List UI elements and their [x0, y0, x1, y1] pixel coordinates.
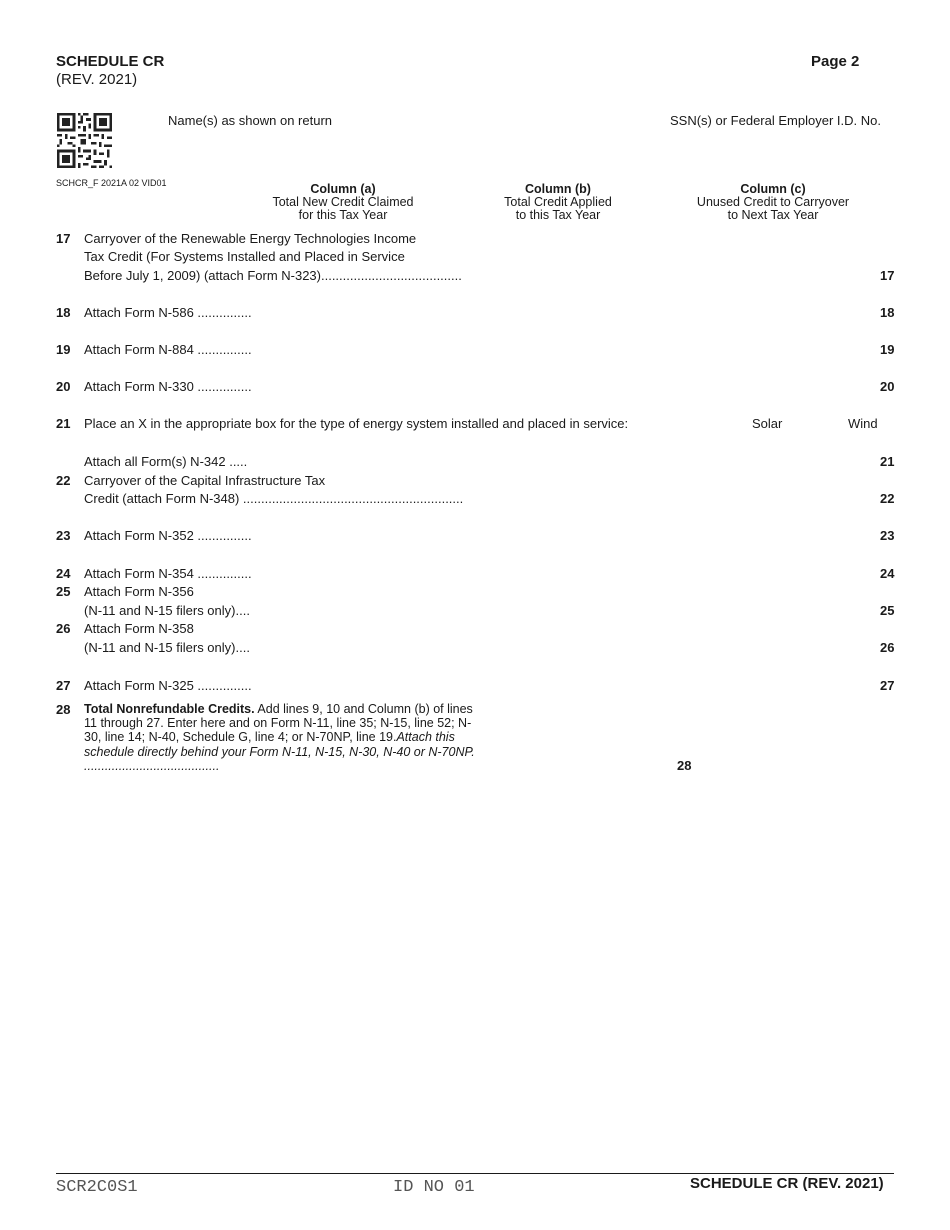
- column-a-title: Column (a): [310, 182, 376, 196]
- line-17-text-2: Tax Credit (For Systems Installed and Placed in Service: [84, 249, 405, 264]
- column-c-header: [688, 183, 858, 222]
- line-28-bold: Total Nonrefundable Credits.: [84, 702, 255, 716]
- footer-schedule-title: SCHEDULE CR (REV. 2021): [690, 1175, 884, 1192]
- line-24-right-number: 24: [880, 566, 895, 581]
- line-17-number: 17: [56, 231, 71, 246]
- line-23-text: Attach Form N-352 ...............: [84, 528, 252, 543]
- line-22-right-number: 22: [880, 491, 895, 506]
- line-18-right-number: 18: [880, 305, 895, 320]
- line-17-text-3: Before July 1, 2009) (attach Form N-323).......................................: [84, 268, 462, 283]
- line-20-text: Attach Form N-330 ...............: [84, 379, 252, 394]
- line-18-text: Attach Form N-586 ...............: [84, 305, 252, 320]
- line-19-right-number: 19: [880, 342, 895, 357]
- column-b-header: [488, 183, 628, 222]
- line-28-italic: Attach this schedule directly behind your Form N-11, N-15, N-30, N-40 or N-70NP. .......................................: [84, 730, 475, 773]
- line-19-text: Attach Form N-884 ...............: [84, 342, 252, 357]
- line-22-text-1: Carryover of the Capital Infrastructure Tax: [84, 473, 326, 488]
- line-26-number: 26: [56, 621, 71, 636]
- line-22-text-2: Credit (attach Form N-348) .............................................................: [84, 491, 464, 506]
- line-21-text: Place an X in the appropriate box for the type of energy system installed and placed in service:: [84, 416, 629, 431]
- line-22-number: 22: [56, 473, 71, 488]
- solar-option-label[interactable]: Solar: [752, 416, 783, 431]
- line-20-number: 20: [56, 379, 71, 394]
- line-26-text-2: (N-11 and N-15 filers only)....: [84, 640, 250, 655]
- line-27-right-number: 27: [880, 678, 895, 693]
- line-21-right-number: 21: [880, 454, 895, 469]
- line-21-attach-text: Attach all Form(s) N-342 .....: [84, 454, 248, 469]
- line-17-text-1: Carryover of the Renewable Energy Technologies Income: [84, 231, 417, 246]
- column-b-title: Column (b): [525, 182, 591, 196]
- column-a-line1: Total New Credit Claimed: [272, 195, 414, 209]
- line-21-number: 21: [56, 416, 71, 431]
- line-28-text: [84, 702, 484, 773]
- line-26-right-number: 26: [880, 640, 895, 655]
- line-25-right-number: 25: [880, 603, 895, 618]
- line-23-right-number: 23: [880, 528, 895, 543]
- form-revision: (REV. 2021): [56, 71, 138, 88]
- form-id: SCHCR_F 2021A 02 VID01: [56, 178, 167, 188]
- line-18-number: 18: [56, 305, 71, 320]
- line-25-text-1: Attach Form N-356: [84, 584, 194, 599]
- line-28-total-number: 28: [677, 758, 692, 773]
- line-27-text: Attach Form N-325 ...............: [84, 678, 252, 693]
- line-25-text-2: (N-11 and N-15 filers only)....: [84, 603, 250, 618]
- line-19-number: 19: [56, 342, 71, 357]
- column-c-line1: Unused Credit to Carryover: [696, 195, 850, 209]
- names-label: Name(s) as shown on return: [168, 113, 333, 128]
- line-26-text-1: Attach Form N-358: [84, 621, 194, 636]
- line-25-number: 25: [56, 584, 71, 599]
- line-28-number: 28: [56, 702, 71, 717]
- line-27-number: 27: [56, 678, 71, 693]
- column-c-title: Column (c): [740, 182, 806, 196]
- wind-option-label[interactable]: Wind: [848, 416, 878, 431]
- line-17-right-number: 17: [880, 268, 895, 283]
- line-24-text: Attach Form N-354 ...............: [84, 566, 252, 581]
- footer-id-number: ID NO 01: [393, 1178, 475, 1197]
- ssn-label: SSN(s) or Federal Employer I.D. No.: [670, 113, 881, 128]
- column-b-line1: Total Credit Applied: [504, 195, 612, 209]
- form-title: SCHEDULE CR: [56, 53, 165, 70]
- column-a-header: [263, 183, 423, 222]
- line-24-number: 24: [56, 566, 71, 581]
- line-23-number: 23: [56, 528, 71, 543]
- footer-rule: [56, 1173, 894, 1174]
- line-28-body: Add lines 9, 10 and Column (b) of lines 11 through 27. Enter here and on Form N-11, line 35; N-15, line 52; N-30, line 14; N-40, Schedule G, line 4; or N-70NP, line 19.: [84, 702, 473, 745]
- line-20-right-number: 20: [880, 379, 895, 394]
- column-c-line2: to Next Tax Year: [727, 208, 819, 222]
- column-a-line2: for this Tax Year: [298, 208, 388, 222]
- page-number: Page 2: [811, 53, 860, 70]
- column-b-line2: to this Tax Year: [515, 208, 601, 222]
- footer-form-code: SCR2C0S1: [56, 1178, 138, 1197]
- qr-code-icon: [57, 113, 112, 168]
